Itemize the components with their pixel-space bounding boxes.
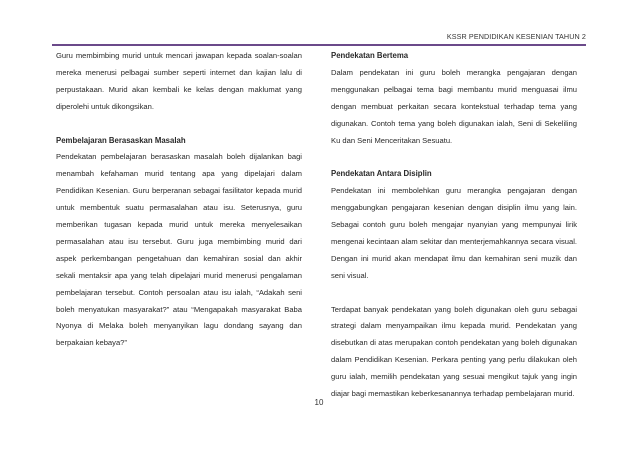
left-column [56, 48, 302, 352]
intro-paragraph: Guru membimbing murid untuk mencari jawapan kepada soalan-soalan mereka menerusi pelbagai sumber seperti internet dan kajian lalu di perpustakaan. Murid akan kembali ke kelas dengan maklumat yang diperolehi untuk dikongsikan. [56, 51, 302, 111]
section-heading: Pendekatan Antara Disiplin [331, 169, 432, 179]
header-rule [52, 44, 586, 46]
section-paragraph: Dalam pendekatan ini guru boleh merangka pengajaran dengan menggunakan pelbagai tema bagi membantu murid menguasai ilmu dengan membuat perkaitan secara kontekstual terhadap tema yang digunakan. Contoh tema yang boleh digunakan ialah, Seni di Sekeliling Ku dan Seni Menceritakan Sesuatu. [331, 67, 577, 145]
interdisciplinary-section [331, 166, 577, 284]
closing-paragraph: Terdapat banyak pendekatan yang boleh digunakan oleh guru sebagai strategi dalam menyampaikan ilmu kepada murid. Pendekatan yang disebutkan di atas merupakan contoh pendekatan yang boleh digunakan dalam Pendidikan Kesenian. Perkara penting yang perlu dilakukan oleh guru ialah, memilih pendekatan yang sesuai mengikut tajuk yang ingin diajar bagi memastikan keberkesanannya terhadap pembelajaran murid. [331, 304, 577, 399]
running-header: KSSR PENDIDIKAN KESENIAN TAHUN 2 [446, 32, 586, 41]
problem-based-section [56, 133, 302, 353]
section-paragraph: Pendekatan ini membolehkan guru merangka pengajaran dengan menggabungkan pengajaran kesenian dengan disiplin ilmu yang lain. Sebagai contoh guru boleh mengajar nyanyian yang mempunyai lirik mengenai kecintaan alam sekitar dan menterjemahkannya secara visual. Dengan ini murid akan mendapat ilmu dan kemahiran seni muzik dan seni visual. [331, 186, 577, 280]
section-heading: Pendekatan Bertema [331, 51, 409, 60]
intro-block [56, 48, 302, 116]
section-paragraph: Pendekatan pembelajaran berasaskan masalah boleh dijalankan bagi menambah kefahaman murid tentang apa yang dipelajari dalam Pendidikan Kesenian. Guru berperanan sebagai fasilitator kepada murid untuk membentuk suatu permasalahan atau isu. Seterusnya, guru memberikan tugasan kepada murid untuk mereka menyelesaikan permasalahan atau isu tersebut. Guru juga membimbing murid dari aspek perkembangan pengetahuan dan kemahiran sosial dan akhir sekali mentaksir apa yang telah dipelajari murid menerusi pengalaman pembelajaran tersebut. Contoh persoalan atau isu ialah, “Adakah seni boleh menyatukan masyarakat?” atau “Mengapakah masyarakat Baba Nyonya di Melaka boleh menyanyikan lagu dondang sayang dan berpakaian kebaya?” [56, 152, 302, 348]
thematic-section [331, 48, 577, 149]
section-heading: Pembelajaran Berasaskan Masalah [56, 135, 186, 145]
page-number: 10 [314, 398, 324, 407]
right-column [331, 48, 577, 403]
closing-block [331, 302, 577, 403]
